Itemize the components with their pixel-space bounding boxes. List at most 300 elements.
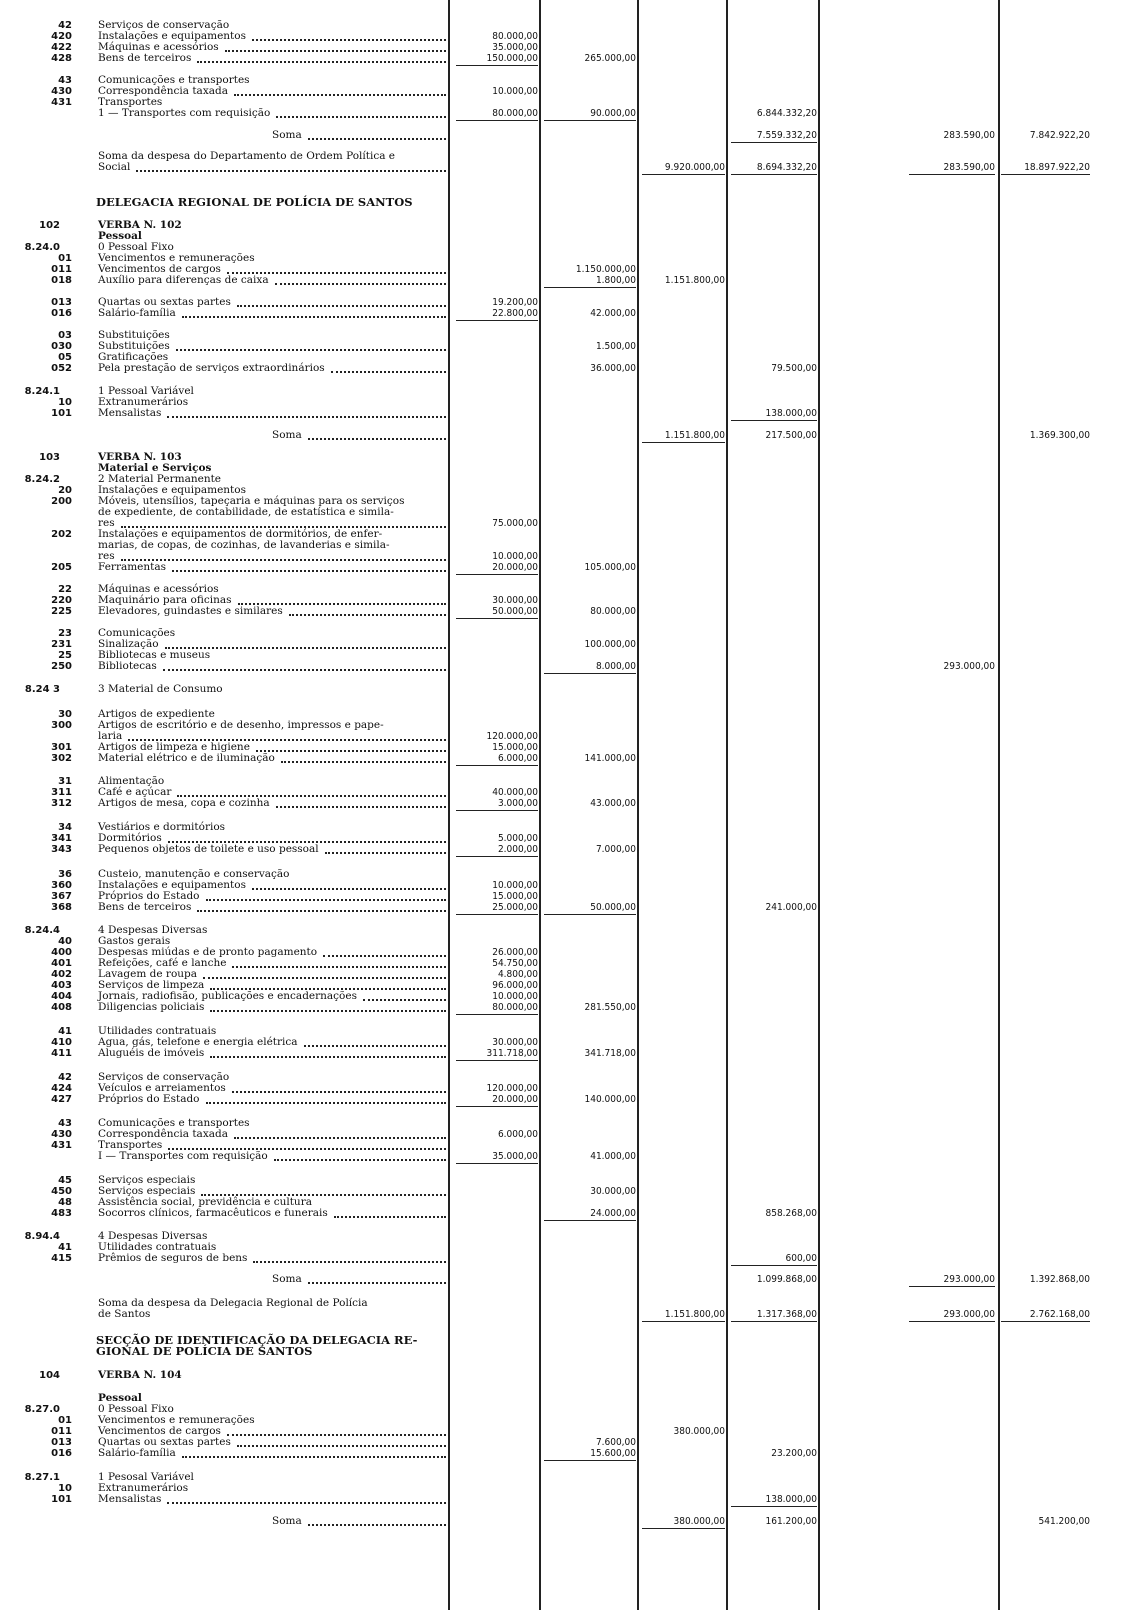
amount-col-6: 7.842.922,20 — [1029, 130, 1090, 141]
soma-label: Soma — [272, 1273, 302, 1285]
subtotal-rule — [456, 618, 538, 619]
subtotal-rule — [731, 420, 817, 421]
amount-col-2: 36.000,00 — [590, 363, 636, 374]
line-description: Alimentação — [98, 775, 165, 787]
line-code: 052 — [51, 363, 72, 374]
amount-col-6: 541.200,00 — [1038, 1516, 1090, 1527]
line-description: Maquinário para oficinas — [98, 594, 232, 606]
amount-col-2: 7.000,00 — [595, 844, 636, 855]
line-code: 8.27.0 — [24, 1404, 60, 1415]
line-description: Elevadores, guindastes e similares — [98, 605, 283, 617]
line-description: 3 Material de Consumo — [98, 683, 223, 695]
line-code: 420 — [51, 31, 72, 42]
line-description: 0 Pessoal Fixo — [98, 1403, 174, 1415]
line-code: 220 — [51, 595, 72, 606]
line-code: 48 — [58, 1197, 72, 1208]
leader-dots — [289, 614, 446, 616]
line-description: SECÇÃO DE IDENTIFICAÇÃO DA DELEGACIA RE- — [96, 1333, 418, 1347]
leader-dots — [308, 438, 446, 440]
column-rule — [726, 0, 728, 1610]
leader-dots — [253, 1261, 446, 1263]
line-description: Instalações e equipamentos — [98, 30, 246, 42]
leader-dots — [172, 570, 446, 572]
amount-col-4: 138.000,00 — [765, 408, 817, 419]
subtotal-rule — [456, 810, 538, 811]
line-code: 011 — [51, 264, 72, 275]
amount-col-2: 7.600,00 — [595, 1437, 636, 1448]
line-description: Prêmios de seguros de bens — [98, 1252, 248, 1264]
line-code: 483 — [51, 1208, 72, 1219]
line-description: Comunicações — [98, 627, 176, 639]
amount-col-5: 293.000,00 — [943, 1274, 995, 1285]
line-code: 45 — [58, 1175, 72, 1186]
line-description: Pela prestação de serviços extraordinários — [98, 362, 325, 374]
amount-col-3: 380.000,00 — [673, 1516, 725, 1527]
subtotal-rule — [544, 287, 636, 288]
amount-col-2: 140.000,00 — [584, 1094, 636, 1105]
line-description: VERBA N. 103 — [98, 451, 182, 463]
line-description: Gastos gerais — [98, 935, 171, 947]
line-code: 200 — [51, 496, 72, 507]
amount-col-4: 1.099.868,00 — [756, 1274, 817, 1285]
leader-dots — [325, 852, 446, 854]
line-description: Móveis, utensílios, tapeçaria e máquinas para os serviços — [98, 495, 405, 507]
amount-col-1: 40.000,00 — [492, 787, 538, 798]
line-code: 22 — [58, 584, 72, 595]
amount-col-2: 100.000,00 — [584, 639, 636, 650]
line-description: Serviços de limpeza — [98, 979, 205, 991]
line-code: 43 — [58, 1118, 72, 1129]
leader-dots — [334, 1216, 446, 1218]
amount-col-1: 10.000,00 — [492, 86, 538, 97]
line-description: Artigos de limpeza e higiene — [98, 741, 250, 753]
line-code: 360 — [51, 880, 72, 891]
line-code: 42 — [58, 1072, 72, 1083]
line-description: Máquinas e acessórios — [98, 41, 219, 53]
line-code: 01 — [58, 1415, 72, 1426]
amount-col-5: 293.000,00 — [943, 1309, 995, 1320]
amount-col-1: 120.000,00 — [486, 1083, 538, 1094]
leader-dots — [136, 170, 446, 172]
subtotal-rule — [456, 1106, 538, 1107]
subtotal-rule — [642, 1321, 725, 1322]
leader-dots — [256, 750, 446, 752]
line-description: Vencimentos e remunerações — [98, 1414, 255, 1426]
line-description: Comunicações e transportes — [98, 74, 250, 86]
line-description: Diligencias policiais — [98, 1001, 205, 1013]
leader-dots — [276, 806, 446, 808]
column-rule — [818, 0, 820, 1610]
line-code: 302 — [51, 753, 72, 764]
line-code: 424 — [51, 1083, 72, 1094]
leader-dots — [176, 349, 446, 351]
line-code: 030 — [51, 341, 72, 352]
line-description: VERBA N. 102 — [98, 219, 182, 231]
line-code: 8.24.2 — [24, 474, 60, 485]
amount-col-4: 241.000,00 — [765, 902, 817, 913]
amount-col-2: 281.550,00 — [584, 1002, 636, 1013]
amount-col-2: 43.000,00 — [590, 798, 636, 809]
line-code: 36 — [58, 869, 72, 880]
line-code: 422 — [51, 42, 72, 53]
leader-dots — [234, 1137, 446, 1139]
line-description: Artigos de expediente — [98, 708, 215, 720]
line-description: Transportes — [98, 1139, 163, 1151]
leader-dots — [206, 1102, 446, 1104]
line-code: 40 — [58, 936, 72, 947]
subtotal-rule — [544, 120, 636, 121]
leader-dots — [197, 910, 446, 912]
line-description: marias, de copas, de cozinhas, de lavanderias e simila- — [98, 539, 390, 551]
amount-col-1: 120.000,00 — [486, 731, 538, 742]
line-description: Veículos e arreiamentos — [98, 1082, 226, 1094]
line-description: Vencimentos de cargos — [98, 1425, 221, 1437]
amount-col-4: 600,00 — [785, 1253, 817, 1264]
amount-col-1: 54.750,00 — [492, 958, 538, 969]
amount-col-1: 19.200,00 — [492, 297, 538, 308]
leader-dots — [167, 1502, 446, 1504]
line-description: Extranumerários — [98, 1482, 189, 1494]
amount-col-3: 1.151.800,00 — [664, 430, 725, 441]
leader-dots — [276, 116, 446, 118]
leader-dots — [281, 761, 446, 763]
amount-col-1: 2.000,00 — [497, 844, 538, 855]
line-code: 8.94.4 — [24, 1231, 60, 1242]
line-code: 368 — [51, 902, 72, 913]
line-description: Próprios do Estado — [98, 1093, 200, 1105]
line-code: 450 — [51, 1186, 72, 1197]
line-description: Substituições — [98, 340, 170, 352]
subtotal-rule — [731, 1321, 817, 1322]
amount-col-1: 150.000,00 — [486, 53, 538, 64]
amount-col-1: 22.800,00 — [492, 308, 538, 319]
amount-col-1: 96.000,00 — [492, 980, 538, 991]
line-code: 102 — [39, 220, 60, 231]
line-description: I — Transportes com requisição — [98, 1150, 268, 1162]
amount-col-1: 75.000,00 — [492, 518, 538, 529]
line-description: VERBA N. 104 — [98, 1369, 182, 1381]
subtotal-rule — [456, 574, 538, 575]
line-description: Ferramentas — [98, 561, 167, 573]
line-code: 104 — [39, 1370, 60, 1381]
line-code: 428 — [51, 53, 72, 64]
amount-col-4: 161.200,00 — [765, 1516, 817, 1527]
subtotal-rule — [456, 765, 538, 766]
line-code: 202 — [51, 529, 72, 540]
line-code: 10 — [58, 397, 72, 408]
amount-col-1: 20.000,00 — [492, 562, 538, 573]
subtotal-rule — [642, 1528, 725, 1529]
line-code: 42 — [58, 20, 72, 31]
line-description: Lavagem de roupa — [98, 968, 198, 980]
line-description: Pessoal — [98, 1392, 142, 1404]
line-description: Máquinas e acessórios — [98, 583, 219, 595]
line-code: 03 — [58, 330, 72, 341]
subtotal-rule — [731, 142, 817, 143]
line-code: 301 — [51, 742, 72, 753]
subtotal-rule — [456, 1163, 538, 1164]
line-description: Transportes — [98, 96, 163, 108]
amount-col-2: 15.600,00 — [590, 1448, 636, 1459]
amount-col-2: 41.000,00 — [590, 1151, 636, 1162]
line-description: Quartas ou sextas partes — [98, 1436, 231, 1448]
line-code: 016 — [51, 308, 72, 319]
line-code: 25 — [58, 650, 72, 661]
line-description: Refeições, café e lanche — [98, 957, 227, 969]
subtotal-rule — [456, 914, 538, 915]
line-description: 4 Despesas Diversas — [98, 924, 208, 936]
leader-dots — [203, 977, 446, 979]
line-code: 41 — [58, 1026, 72, 1037]
line-description: Comunicações e transportes — [98, 1117, 250, 1129]
leader-dots — [182, 1456, 446, 1458]
line-code: 341 — [51, 833, 72, 844]
amount-col-1: 6.000,00 — [497, 1129, 538, 1140]
amount-col-1: 35.000,00 — [492, 1151, 538, 1162]
line-code: 300 — [51, 720, 72, 731]
amount-col-1: 15.000,00 — [492, 742, 538, 753]
amount-col-2: 90.000,00 — [590, 108, 636, 119]
amount-col-1: 80.000,00 — [492, 108, 538, 119]
line-description: Bibliotecas — [98, 660, 157, 672]
line-code: 23 — [58, 628, 72, 639]
leader-dots — [167, 416, 446, 418]
line-description: 1 Pessoal Variável — [98, 385, 194, 397]
line-description: Serviços especiais — [98, 1174, 196, 1186]
amount-col-3: 380.000,00 — [673, 1426, 725, 1437]
leader-dots — [252, 39, 446, 41]
leader-dots — [225, 50, 446, 52]
amount-col-4: 858.268,00 — [765, 1208, 817, 1219]
leader-dots — [232, 1091, 446, 1093]
line-code: 427 — [51, 1094, 72, 1105]
amount-col-5: 283.590,00 — [943, 162, 995, 173]
line-description: Vencimentos e remunerações — [98, 252, 255, 264]
line-code: 101 — [51, 408, 72, 419]
amount-col-6: 1.392.868,00 — [1029, 1274, 1090, 1285]
amount-col-4: 217.500,00 — [765, 430, 817, 441]
amount-col-2: 30.000,00 — [590, 1186, 636, 1197]
line-code: 101 — [51, 1494, 72, 1505]
line-code: 430 — [51, 86, 72, 97]
line-code: 367 — [51, 891, 72, 902]
line-description: Jornais, radiofisão, publicações e encadernações — [98, 990, 357, 1002]
subtotal-rule — [544, 1460, 636, 1461]
line-description: Vencimentos de cargos — [98, 263, 221, 275]
line-description: Despesas miúdas e de pronto pagamento — [98, 946, 318, 958]
subtotal-rule — [456, 856, 538, 857]
line-code: 8.24.0 — [24, 242, 60, 253]
amount-col-1: 3.000,00 — [497, 798, 538, 809]
line-description: GIONAL DE POLÍCIA DE SANTOS — [96, 1344, 313, 1358]
amount-col-1: 10.000,00 — [492, 991, 538, 1002]
amount-col-2: 50.000,00 — [590, 902, 636, 913]
line-code: 011 — [51, 1426, 72, 1437]
leader-dots — [308, 138, 446, 140]
line-description: Pessoal — [98, 230, 142, 242]
amount-col-3: 1.151.800,00 — [664, 1309, 725, 1320]
line-description: Bens de terceiros — [98, 901, 192, 913]
line-code: 410 — [51, 1037, 72, 1048]
line-description: Serviços de conservação — [98, 1071, 230, 1083]
leader-dots — [227, 1434, 446, 1436]
subtotal-rule — [1001, 1321, 1090, 1322]
line-description: Auxílio para diferenças de caixa — [98, 274, 269, 286]
line-code: 400 — [51, 947, 72, 958]
line-code: 10 — [58, 1483, 72, 1494]
line-code: 411 — [51, 1048, 72, 1059]
amount-col-4: 79.500,00 — [771, 363, 817, 374]
line-description: de expediente, de contabilidade, de estatística e simila- — [98, 506, 394, 518]
amount-col-1: 30.000,00 — [492, 595, 538, 606]
amount-col-2: 341.718,00 — [584, 1048, 636, 1059]
amount-col-4: 6.844.332,20 — [756, 108, 817, 119]
amount-col-1: 15.000,00 — [492, 891, 538, 902]
line-code: 013 — [51, 1437, 72, 1448]
leader-dots — [232, 966, 446, 968]
line-description: Utilidades contratuais — [98, 1241, 217, 1253]
line-code: 8.24.1 — [24, 386, 60, 397]
line-description: Gratificações — [98, 351, 169, 363]
amount-col-1: 80.000,00 — [492, 1002, 538, 1013]
line-code: 402 — [51, 969, 72, 980]
line-description: Próprios do Estado — [98, 890, 200, 902]
line-description: Vestiários e dormitórios — [98, 821, 226, 833]
amount-col-1: 311.718,00 — [486, 1048, 538, 1059]
line-description: DELEGACIA REGIONAL DE POLÍCIA DE SANTOS — [96, 195, 413, 209]
leader-dots — [274, 1159, 446, 1161]
line-description: Mensalistas — [98, 407, 162, 419]
subtotal-rule — [909, 1286, 995, 1287]
line-code: 225 — [51, 606, 72, 617]
amount-col-1: 20.000,00 — [492, 1094, 538, 1105]
line-description: 1 Pesosal Variável — [98, 1471, 194, 1483]
line-code: 41 — [58, 1242, 72, 1253]
line-code: 01 — [58, 253, 72, 264]
line-description: Agua, gás, telefone e energia elétrica — [98, 1036, 298, 1048]
amount-col-6: 18.897.922,20 — [1024, 162, 1090, 173]
amount-col-3: 1.151.800,00 — [664, 275, 725, 286]
leader-dots — [363, 999, 446, 1001]
leader-dots — [252, 888, 446, 890]
line-description: Custeio, manutenção e conservação — [98, 868, 290, 880]
line-description: Soma da despesa do Departamento de Ordem Política e — [98, 150, 396, 162]
line-description: Bibliotecas e museus — [98, 649, 211, 661]
amount-col-2: 1.500,00 — [595, 341, 636, 352]
line-description: Social — [98, 161, 131, 173]
amount-col-1: 10.000,00 — [492, 880, 538, 891]
line-description: de Santos — [98, 1308, 151, 1320]
soma-label: Soma — [272, 429, 302, 441]
line-code: 8.27.1 — [24, 1472, 60, 1483]
line-code: 431 — [51, 97, 72, 108]
line-code: 250 — [51, 661, 72, 672]
line-description: Substituições — [98, 329, 170, 341]
amount-col-2: 8.000,00 — [595, 661, 636, 672]
leader-dots — [163, 669, 446, 671]
line-description: Instalações e equipamentos — [98, 484, 246, 496]
line-description: Sinalização — [98, 638, 159, 650]
line-description: 1 — Transportes com requisição — [98, 107, 271, 119]
amount-col-2: 1.150.000,00 — [575, 264, 636, 275]
line-description: Aluguéis de imóveis — [98, 1047, 205, 1059]
subtotal-rule — [456, 1060, 538, 1061]
line-description: Serviços especiais — [98, 1185, 196, 1197]
amount-col-4: 23.200,00 — [771, 1448, 817, 1459]
line-code: 013 — [51, 297, 72, 308]
line-description: Artigos de escritório e de desenho, impressos e pape- — [98, 719, 384, 731]
line-description: Salário-família — [98, 307, 176, 319]
column-rule — [998, 0, 1000, 1610]
leader-dots — [206, 899, 446, 901]
line-code: 312 — [51, 798, 72, 809]
line-description: Bens de terceiros — [98, 52, 192, 64]
leader-dots — [210, 1056, 446, 1058]
amount-col-1: 26.000,00 — [492, 947, 538, 958]
line-description: Assistência social, previdência e cultura — [98, 1196, 312, 1208]
leader-dots — [331, 371, 446, 373]
amount-col-2: 42.000,00 — [590, 308, 636, 319]
leader-dots — [197, 61, 446, 63]
line-description: Material e Serviços — [98, 462, 212, 474]
subtotal-rule — [642, 174, 725, 175]
leader-dots — [237, 305, 446, 307]
amount-col-6: 1.369.300,00 — [1029, 430, 1090, 441]
amount-col-1: 30.000,00 — [492, 1037, 538, 1048]
amount-col-1: 10.000,00 — [492, 551, 538, 562]
amount-col-5: 293.000,00 — [943, 661, 995, 672]
amount-col-5: 283.590,00 — [943, 130, 995, 141]
line-description: Artigos de mesa, copa e cozinha — [98, 797, 270, 809]
line-code: 05 — [58, 352, 72, 363]
amount-col-1: 25.000,00 — [492, 902, 538, 913]
line-description: Mensalistas — [98, 1493, 162, 1505]
line-code: 20 — [58, 485, 72, 496]
amount-col-1: 4.800,00 — [497, 969, 538, 980]
column-rule — [448, 0, 450, 1610]
line-code: 404 — [51, 991, 72, 1002]
line-description: Salário-família — [98, 1447, 176, 1459]
line-code: 30 — [58, 709, 72, 720]
line-description: Serviços de conservação — [98, 19, 230, 31]
line-description: Soma da despesa da Delegacia Regional de Polícia — [98, 1297, 368, 1309]
column-rule — [637, 0, 639, 1610]
amount-col-2: 1.800,00 — [595, 275, 636, 286]
leader-dots — [237, 1445, 446, 1447]
subtotal-rule — [456, 120, 538, 121]
line-description: Correspondência taxada — [98, 85, 228, 97]
subtotal-rule — [909, 1321, 995, 1322]
leader-dots — [182, 316, 446, 318]
line-code: 415 — [51, 1253, 72, 1264]
line-code: 311 — [51, 787, 72, 798]
line-description: res — [98, 517, 115, 529]
amount-col-6: 2.762.168,00 — [1029, 1309, 1090, 1320]
line-description: laria — [98, 730, 123, 742]
leader-dots — [308, 1282, 446, 1284]
leader-dots — [304, 1045, 446, 1047]
amount-col-4: 138.000,00 — [765, 1494, 817, 1505]
amount-col-3: 9.920.000,00 — [664, 162, 725, 173]
amount-col-1: 80.000,00 — [492, 31, 538, 42]
subtotal-rule — [456, 1014, 538, 1015]
amount-col-1: 35.000,00 — [492, 42, 538, 53]
amount-col-2: 265.000,00 — [584, 53, 636, 64]
amount-col-2: 24.000,00 — [590, 1208, 636, 1219]
line-code: 43 — [58, 75, 72, 86]
subtotal-rule — [642, 442, 725, 443]
amount-col-2: 141.000,00 — [584, 753, 636, 764]
